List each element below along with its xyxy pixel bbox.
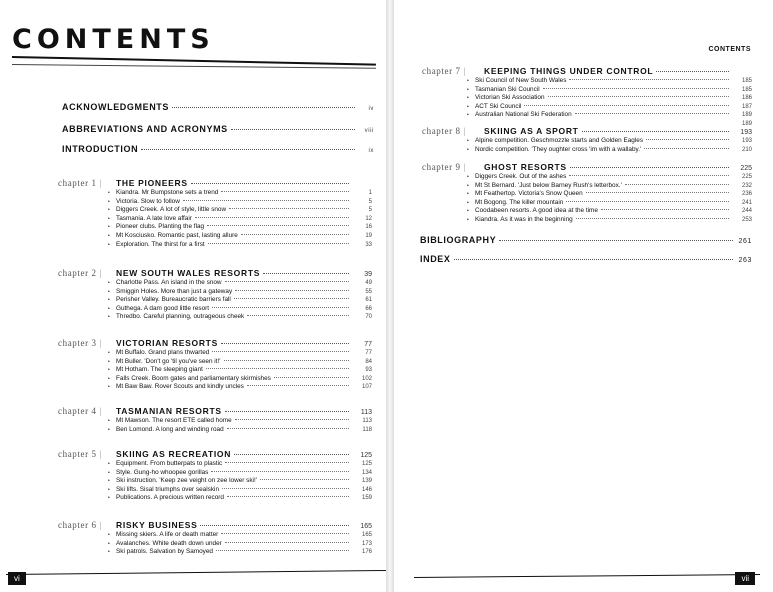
toc-section-entry[interactable]	[58, 189, 372, 198]
section-page: 176	[361, 549, 372, 556]
leader-dots	[207, 225, 349, 226]
section-title: Ski instruction. 'Keep zee veight on zee lower ski!'	[116, 477, 257, 485]
section-page: 61	[365, 297, 372, 304]
section-title: Pioneer clubs. Planting the flag	[116, 223, 205, 231]
toc-section-entry[interactable]	[58, 540, 372, 549]
leader-dots	[224, 360, 350, 361]
toc-section-entry[interactable]	[422, 77, 752, 86]
leader-dots	[229, 208, 349, 209]
section-title: Publications. A precious written record	[116, 494, 224, 502]
chapter-block	[58, 520, 372, 557]
bullet-icon: •	[108, 190, 110, 196]
section-title: Alpine competition. Geschmozzle starts and Golden Eagles	[475, 137, 644, 144]
bullet-icon: •	[108, 540, 110, 547]
section-title: Mt Baw Baw. Rover Scouts and kindly uncles	[116, 383, 244, 391]
bullet-icon: •	[108, 305, 110, 312]
section-page: 102	[361, 375, 372, 382]
section-title: Ben Lomond. A long and winding road	[116, 425, 224, 433]
section-title: Falls Creek. Boom gates and parliamentary skirmishes	[116, 374, 271, 382]
footer-rule	[6, 570, 386, 575]
leader-dots	[570, 167, 729, 168]
leader-dots	[212, 307, 349, 308]
leader-dots	[234, 298, 349, 299]
section-page: 107	[361, 384, 372, 391]
leader-dots	[499, 240, 733, 241]
entry-label: ACKNOWLEDGMENTS	[62, 102, 169, 112]
chapter-page: 193	[740, 129, 752, 136]
section-page: 146	[361, 486, 372, 493]
section-title: Victorian Ski Association	[475, 94, 545, 102]
toc-section-entry[interactable]	[58, 279, 372, 288]
entry-label: BIBLIOGRAPHY	[420, 235, 497, 245]
chapter-title: SKIING AS RECREATION	[116, 449, 232, 459]
chapter-section-list	[422, 77, 752, 129]
chapter-number: chapter 3 |	[58, 338, 103, 348]
leader-dots	[241, 234, 349, 235]
toc-section-entry[interactable]	[422, 111, 752, 120]
bullet-icon: •	[108, 384, 110, 391]
bullet-icon: •	[467, 86, 469, 93]
leader-dots	[625, 184, 729, 185]
section-title: Australian National Ski Federation	[475, 111, 572, 119]
entry-label: INTRODUCTION	[62, 144, 139, 154]
leader-dots	[247, 315, 349, 316]
toc-section-entry[interactable]	[58, 198, 372, 207]
bullet-icon: •	[108, 297, 110, 304]
section-title: Kiandra. Mr Bumpstone sets a trend	[116, 189, 219, 196]
bullet-icon: •	[108, 486, 110, 493]
section-page: 49	[365, 280, 372, 286]
bullet-icon: •	[108, 418, 110, 424]
running-head: CONTENTS	[708, 46, 751, 53]
leader-dots	[225, 542, 349, 543]
leader-dots	[221, 343, 349, 344]
page-number: vi	[8, 572, 26, 585]
entry-page: 263	[738, 257, 752, 264]
chapter-page: 113	[360, 409, 372, 416]
toc-entry-introduction[interactable]	[62, 144, 374, 154]
section-title: Ski lifts. Sisal triumphs over sealskin	[116, 485, 219, 493]
toc-section-entry[interactable]	[58, 366, 372, 375]
bullet-icon: •	[108, 314, 110, 321]
section-page: 139	[361, 478, 372, 485]
section-page: 5	[368, 198, 372, 205]
section-page: 225	[741, 174, 752, 180]
toc-section-entry[interactable]	[58, 375, 372, 384]
toc-section-entry[interactable]	[58, 531, 372, 540]
section-page: 185	[741, 86, 752, 93]
section-page: 1	[368, 190, 372, 196]
toc-section-entry[interactable]	[58, 241, 372, 250]
chapter-number: chapter 1 |	[58, 178, 103, 188]
leader-dots	[586, 192, 729, 193]
section-title: Mt Mawson. The resort ETE called home	[116, 417, 232, 424]
section-page: 193	[741, 138, 752, 144]
toc-section-entry[interactable]	[422, 86, 752, 95]
bullet-icon: •	[467, 138, 469, 144]
toc-section-entry[interactable]	[58, 349, 372, 358]
bullet-icon: •	[467, 191, 469, 198]
section-title: Victoria. Slow to follow	[116, 197, 180, 205]
chapter-title: RISKY BUSINESS	[116, 520, 198, 530]
section-title: Mt Feathertop. Victoria's Snow Queen	[475, 190, 583, 198]
section-page: 173	[361, 540, 372, 547]
section-page: 159	[361, 495, 372, 502]
leader-dots	[225, 281, 349, 282]
chapter-title: NEW SOUTH WALES RESORTS	[116, 268, 261, 278]
chapter-heading[interactable]	[422, 126, 752, 136]
section-title: Coodabeen resorts. A good idea at the time	[475, 207, 598, 215]
entry-label: ABBREVIATIONS AND ACRONYMS	[62, 124, 228, 134]
section-page: 12	[365, 215, 372, 222]
section-title: Missing skiers. A life or death matter	[116, 531, 219, 538]
leader-dots	[235, 419, 349, 420]
section-title: Mt Kosciusko. Romantic past, lasting allure	[116, 231, 238, 239]
bullet-icon: •	[108, 358, 110, 365]
section-page: 70	[365, 314, 372, 321]
section-page: 210	[741, 146, 752, 153]
chapter-number: chapter 6 |	[58, 520, 103, 530]
section-title: Mt Bogong. The killer mountain	[475, 198, 564, 206]
bullet-icon: •	[467, 174, 469, 180]
chapter-title: TASMANIAN RESORTS	[116, 406, 222, 416]
toc-section-entry[interactable]	[422, 216, 752, 225]
entry-page: viii	[364, 128, 374, 134]
section-page: 189	[741, 112, 752, 119]
bullet-icon: •	[108, 478, 110, 485]
toc-entry-index[interactable]	[420, 254, 752, 264]
bullet-icon: •	[467, 216, 469, 223]
leader-dots	[211, 471, 349, 472]
toc-section-entry[interactable]	[58, 477, 372, 486]
section-title: Charlotte Pass. An island in the snow	[116, 279, 222, 286]
section-page: 165	[361, 532, 372, 538]
chapter-heading[interactable]	[422, 162, 752, 172]
chapter-block	[58, 449, 372, 503]
leader-dots	[172, 107, 355, 108]
toc-section-entry[interactable]	[58, 548, 372, 557]
chapter-page: 225	[740, 165, 752, 172]
section-page: 55	[365, 288, 372, 295]
chapter-heading[interactable]	[422, 66, 752, 76]
section-page: 84	[365, 358, 372, 365]
toc-section-entry[interactable]	[58, 494, 372, 503]
section-title: Avalanches. White death down under	[116, 539, 222, 547]
chapter-section-list	[58, 460, 372, 503]
bullet-icon: •	[108, 495, 110, 502]
chapter-page: 165	[360, 523, 372, 530]
toc-section-entry[interactable]	[422, 146, 752, 155]
leader-dots	[260, 479, 349, 480]
leader-dots	[191, 183, 349, 184]
chapter-number: chapter 7 |	[422, 66, 467, 76]
left-page	[0, 0, 386, 592]
chapter-number: chapter 8 |	[422, 126, 467, 136]
chapter-title: VICTORIAN RESORTS	[116, 338, 218, 348]
toc-section-entry[interactable]	[58, 313, 372, 322]
leader-dots	[524, 105, 729, 106]
chapter-section-list	[58, 189, 372, 249]
leader-dots	[227, 496, 349, 497]
bullet-icon: •	[467, 78, 469, 84]
chapter-section-list	[58, 279, 372, 322]
leader-dots	[212, 351, 349, 352]
section-title: ACT Ski Council	[475, 102, 522, 110]
toc-section-entry[interactable]	[58, 215, 372, 224]
section-page: 125	[361, 461, 372, 467]
bullet-icon: •	[108, 469, 110, 476]
leader-dots	[656, 71, 729, 72]
leader-dots	[221, 533, 349, 534]
section-title: Mt Buffalo. Grand plans thwarted	[116, 349, 210, 356]
toc-section-entry[interactable]	[422, 190, 752, 199]
leader-dots	[566, 201, 729, 202]
page-title: CONTENTS	[12, 24, 215, 55]
chapter-heading[interactable]	[58, 338, 372, 348]
chapter-heading[interactable]	[58, 449, 372, 459]
footer-rule	[414, 574, 760, 578]
leader-dots	[548, 96, 729, 97]
section-page: 253	[741, 216, 752, 223]
right-page	[394, 0, 773, 592]
leader-dots	[582, 131, 729, 132]
bullet-icon: •	[108, 215, 110, 222]
toc-section-entry[interactable]	[422, 207, 752, 216]
entry-label: INDEX	[420, 254, 451, 264]
bullet-icon: •	[108, 549, 110, 556]
leader-dots	[601, 209, 729, 210]
bullet-icon: •	[467, 103, 469, 110]
bullet-icon: •	[467, 208, 469, 215]
bullet-icon: •	[108, 241, 110, 248]
toc-entry-abbreviations[interactable]	[62, 124, 374, 134]
leader-dots	[208, 243, 349, 244]
leader-dots	[644, 148, 729, 149]
section-title: Diggers Creek. A lot of style, little snow	[116, 206, 227, 214]
toc-entry-acknowledgments[interactable]	[62, 102, 374, 112]
section-title: Guthega. A dam good little resort	[116, 304, 210, 312]
page-number: vii	[735, 572, 755, 585]
header-rule-thin	[12, 64, 376, 69]
leader-dots	[195, 217, 349, 218]
bullet-icon: •	[108, 198, 110, 205]
leader-dots	[646, 139, 729, 140]
leader-dots	[247, 385, 349, 386]
bullet-icon: •	[467, 95, 469, 102]
leader-dots	[183, 200, 349, 201]
bullet-icon: •	[108, 350, 110, 356]
bullet-icon: •	[467, 182, 469, 189]
chapter-section-list	[422, 173, 752, 225]
section-title: Mt Hotham. The sleeping giant	[116, 366, 203, 374]
toc-section-entry[interactable]	[422, 182, 752, 191]
toc-section-entry[interactable]	[422, 137, 752, 146]
leader-dots	[225, 411, 349, 412]
bullet-icon: •	[108, 224, 110, 231]
section-title: Tasmanian Ski Council	[475, 85, 540, 93]
bullet-icon: •	[108, 232, 110, 239]
section-page: 189	[741, 120, 752, 127]
section-title: Kiandra. As it was in the beginning	[475, 215, 573, 223]
toc-section-entry[interactable]	[58, 232, 372, 241]
section-page: 19	[365, 232, 372, 239]
section-title: Mt St Bernard. 'Just below Barney Rush's letterbox.'	[475, 181, 622, 189]
section-page: 66	[365, 305, 372, 312]
toc-section-entry[interactable]	[58, 305, 372, 314]
chapter-page: 77	[364, 341, 372, 348]
toc-entry-bibliography[interactable]	[420, 235, 752, 245]
bullet-icon: •	[108, 532, 110, 538]
leader-dots	[235, 290, 349, 291]
leader-dots	[543, 88, 729, 89]
toc-section-entry[interactable]	[58, 206, 372, 215]
bullet-icon: •	[467, 146, 469, 153]
section-page: 236	[741, 191, 752, 198]
section-page: 232	[741, 182, 752, 189]
section-title: Ski patrols. Salvation by Samoyed	[116, 548, 213, 556]
section-page: 241	[741, 199, 752, 206]
leader-dots	[222, 488, 349, 489]
chapter-block	[58, 406, 372, 434]
toc-section-entry[interactable]	[422, 199, 752, 208]
leader-dots	[575, 113, 729, 114]
chapter-title: THE PIONEERS	[116, 178, 188, 188]
section-page: 186	[741, 95, 752, 102]
leader-dots	[569, 175, 729, 176]
chapter-heading[interactable]	[58, 268, 372, 278]
section-title: Tasmania. A late love affair	[116, 214, 192, 222]
chapter-block	[58, 178, 372, 249]
chapter-title: KEEPING THINGS UNDER CONTROL	[484, 66, 654, 76]
chapter-heading[interactable]	[58, 178, 372, 188]
chapter-block	[422, 126, 752, 154]
leader-dots	[454, 259, 733, 260]
leader-dots	[231, 129, 355, 130]
section-title: Nordic competition. 'They oughter cross 'im with a wallaby.'	[475, 145, 642, 153]
toc-section-entry[interactable]	[422, 94, 752, 103]
bullet-icon: •	[108, 461, 110, 467]
toc-section-entry[interactable]	[422, 173, 752, 182]
section-title: Thredbo. Careful planning, outrageous cheek	[116, 313, 245, 321]
leader-dots	[225, 462, 349, 463]
leader-dots	[216, 550, 349, 551]
toc-section-entry[interactable]	[58, 417, 372, 426]
entry-page: ix	[368, 148, 374, 154]
section-title: Exploration. The thirst for a first	[116, 240, 205, 248]
section-page: 244	[741, 208, 752, 215]
section-title: Equipment. From butterpats to plastic	[116, 460, 223, 467]
chapter-page: 125	[360, 452, 372, 459]
bullet-icon: •	[467, 112, 469, 119]
toc-section-entry[interactable]	[58, 358, 372, 367]
chapter-block	[58, 268, 372, 322]
leader-dots	[200, 525, 349, 526]
toc-section-entry[interactable]	[58, 469, 372, 478]
toc-section-entry[interactable]	[58, 486, 372, 495]
toc-section-entry[interactable]	[58, 223, 372, 232]
bullet-icon: •	[467, 199, 469, 206]
section-page: 16	[365, 224, 372, 231]
section-title: Smiggin Holes. More than just a gateway	[116, 287, 233, 295]
chapter-heading[interactable]	[58, 406, 372, 416]
chapter-title: SKIING AS A SPORT	[484, 126, 579, 136]
bullet-icon: •	[108, 426, 110, 433]
chapter-section-list	[58, 531, 372, 557]
section-page: 77	[365, 350, 372, 356]
toc-section-entry[interactable]	[58, 296, 372, 305]
bullet-icon: •	[108, 280, 110, 286]
section-title: Diggers Creek. Out of the ashes	[475, 173, 567, 180]
chapter-page: 39	[364, 271, 372, 278]
chapter-section-list	[58, 349, 372, 392]
section-page: 187	[741, 103, 752, 110]
chapter-section-list	[58, 417, 372, 434]
leader-dots	[576, 218, 729, 219]
chapter-number: chapter 4 |	[58, 406, 103, 416]
entry-page: 261	[738, 238, 752, 245]
section-title: Style. Gung-ho whoopee gorillas	[116, 468, 209, 476]
leader-dots	[234, 454, 349, 455]
toc-section-entry[interactable]	[422, 103, 752, 112]
chapter-heading[interactable]	[58, 520, 372, 530]
bullet-icon: •	[108, 207, 110, 214]
section-title: Ski Council of New South Wales	[475, 77, 567, 84]
chapter-block	[422, 66, 752, 129]
toc-section-entry[interactable]	[58, 426, 372, 435]
bullet-icon: •	[108, 367, 110, 374]
leader-dots	[141, 149, 355, 150]
chapter-number: chapter 5 |	[58, 449, 103, 459]
section-page: 5	[368, 207, 372, 214]
section-page: 134	[361, 469, 372, 476]
toc-section-entry[interactable]	[58, 288, 372, 297]
section-page: 118	[362, 426, 372, 433]
leader-dots	[206, 368, 349, 369]
chapter-number: chapter 9 |	[422, 162, 467, 172]
chapter-block	[58, 338, 372, 392]
section-page: 113	[362, 418, 372, 424]
leader-dots	[569, 79, 729, 80]
leader-dots	[227, 428, 349, 429]
entry-page: iv	[368, 106, 374, 112]
chapter-title: GHOST RESORTS	[484, 162, 567, 172]
bullet-icon: •	[108, 288, 110, 295]
book-gutter	[386, 0, 394, 592]
section-page: 93	[365, 367, 372, 374]
leader-dots	[274, 377, 349, 378]
leader-dots	[263, 273, 349, 274]
chapter-section-list	[422, 137, 752, 154]
chapter-number: chapter 2 |	[58, 268, 103, 278]
bullet-icon: •	[108, 375, 110, 382]
chapter-block	[422, 162, 752, 225]
leader-dots	[221, 191, 349, 192]
section-title: Perisher Valley. Bureaucratic barriers fall	[116, 296, 231, 304]
section-page: 185	[741, 78, 752, 84]
section-page: 33	[365, 241, 372, 248]
toc-section-entry[interactable]	[58, 460, 372, 469]
section-title: Mt Buller. 'Don't go 'til you've seen it!'	[116, 357, 221, 365]
toc-section-entry[interactable]	[58, 383, 372, 392]
